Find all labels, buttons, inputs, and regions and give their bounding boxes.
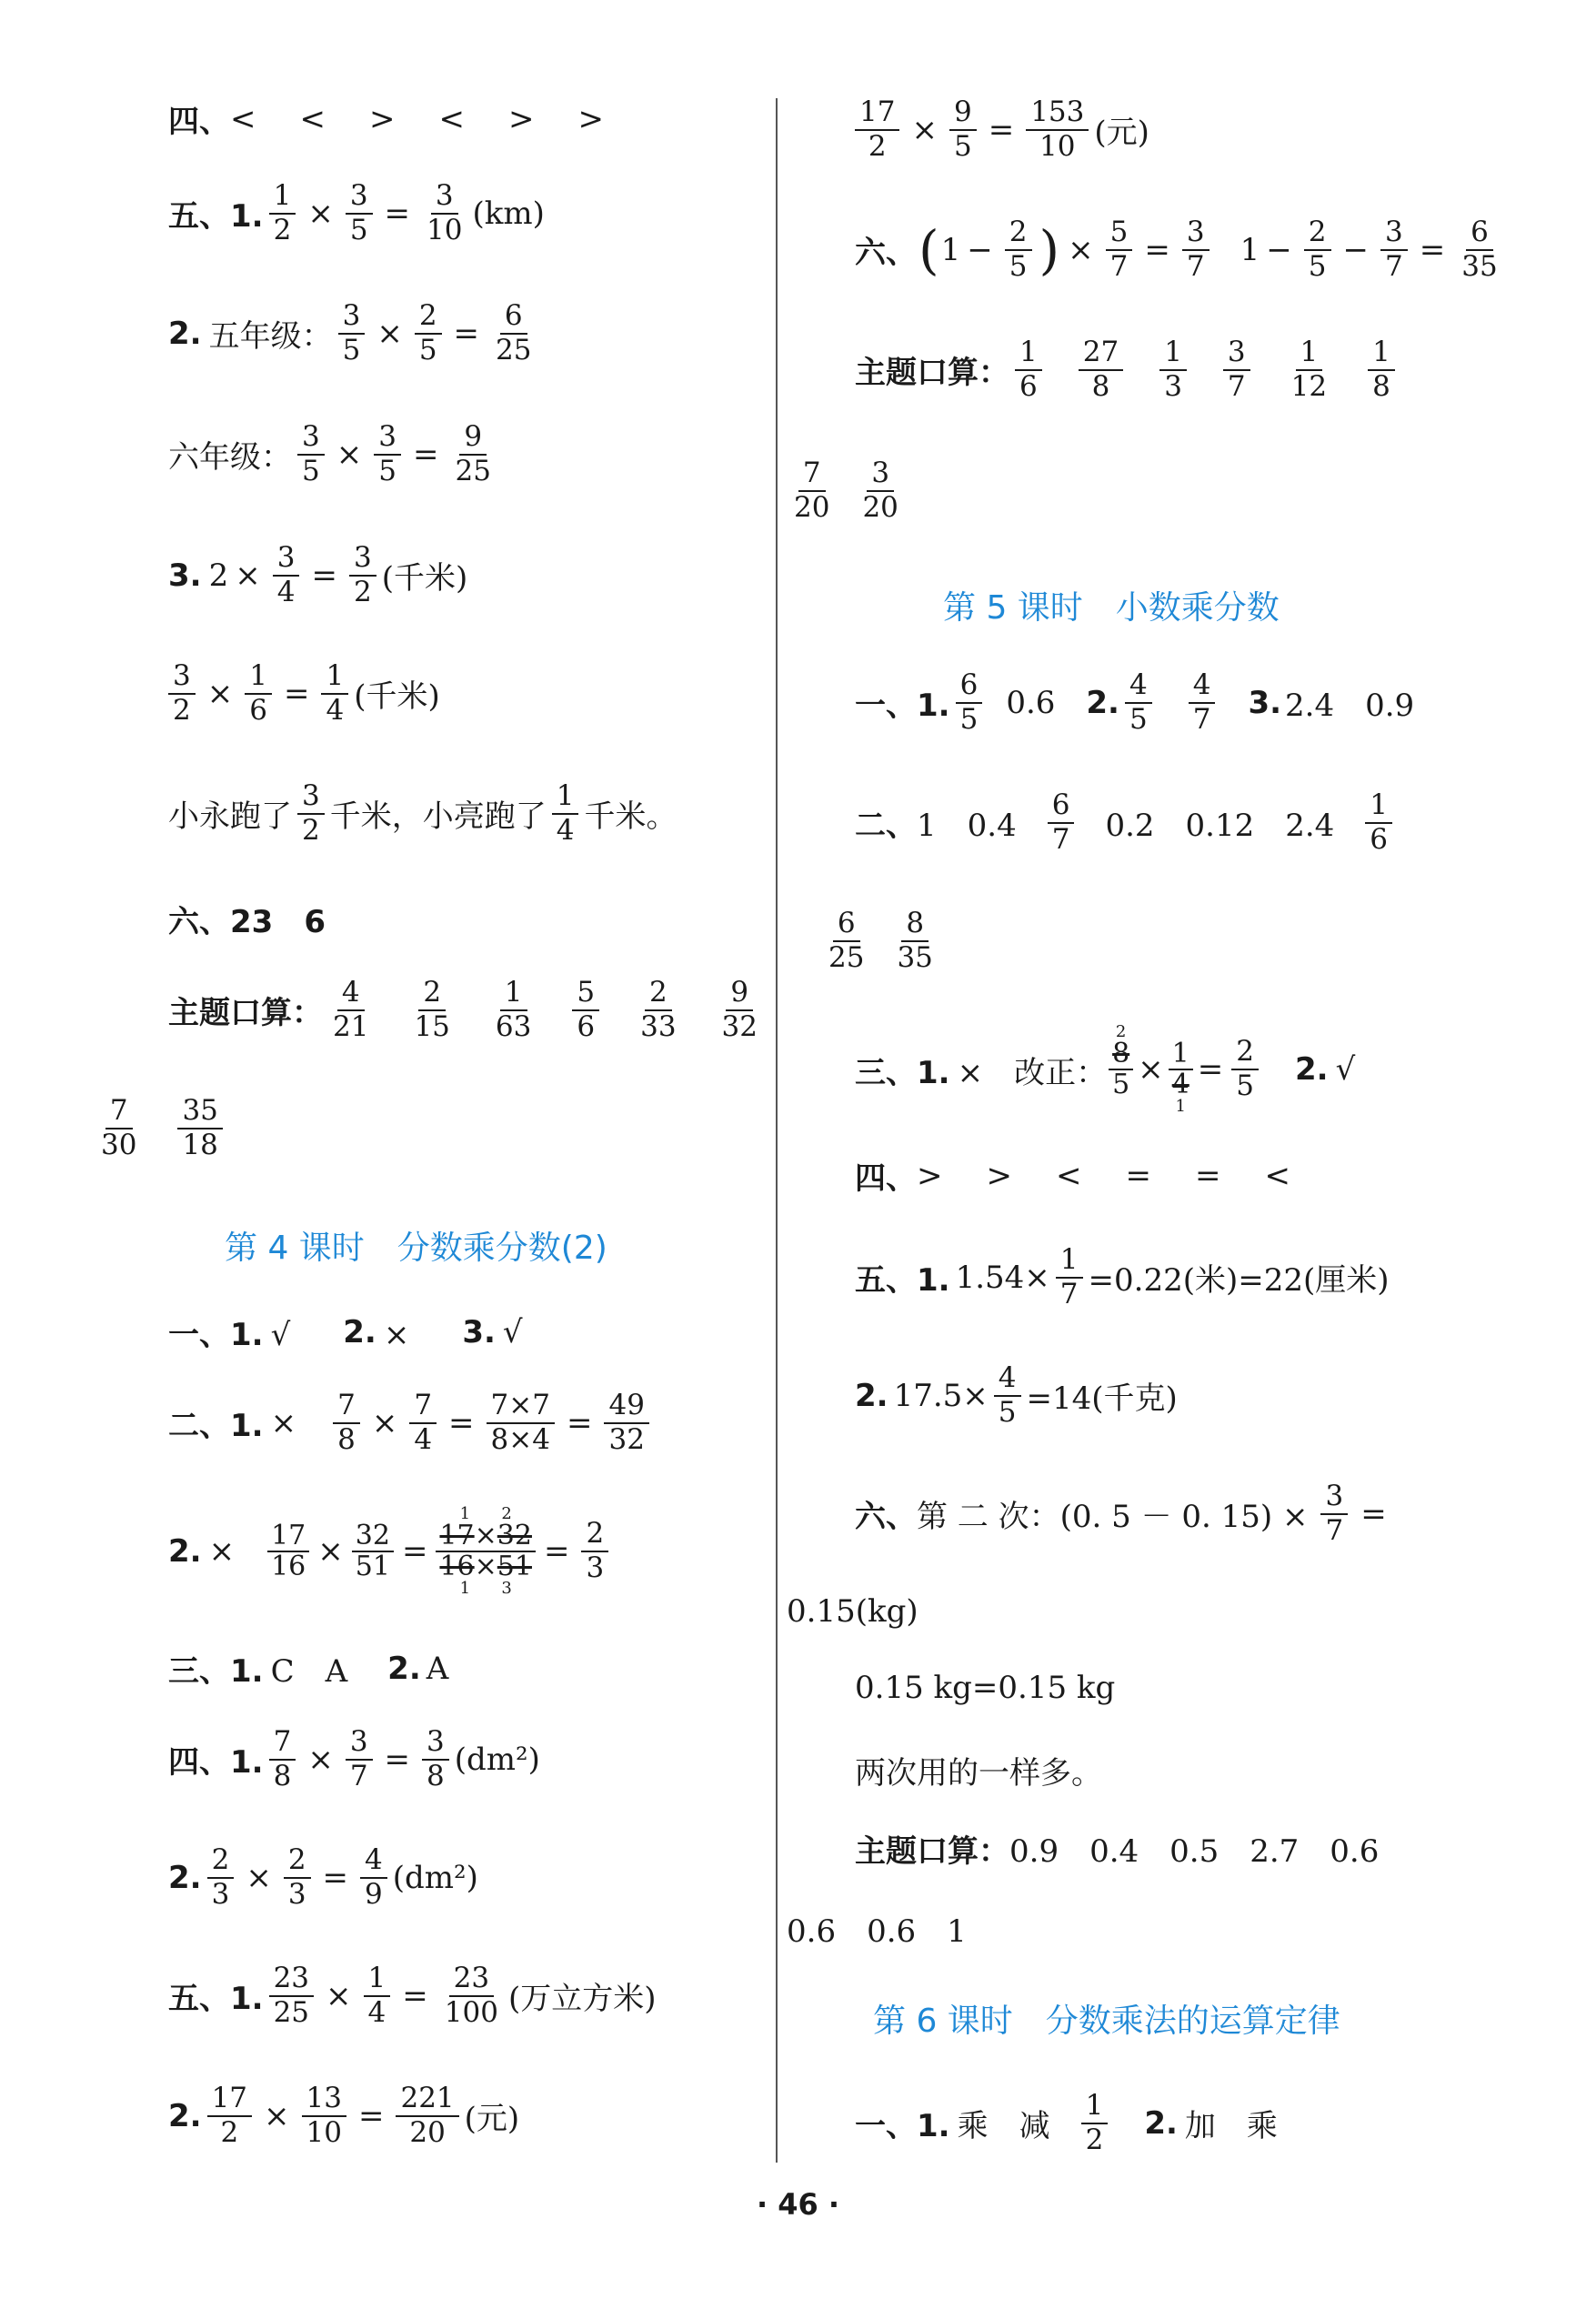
left-s6: 六、23 6 xyxy=(168,904,326,940)
right-l5-5: 五、1. 1.54× $\frac{1}{7}$ =0.22(米)=22(厘米) xyxy=(855,1243,1390,1310)
left-l4-2: 二、1. × $\frac{7}{8}$ × $\frac{7}{4}$ = $\frac{7\times 7}{8\times 4}$ = $\frac{49}{32}$ xyxy=(168,1391,655,1454)
right-l6-1: 一、1. 乘 减 $\frac{1}{2}$ 2. 加 乘 xyxy=(855,2089,1278,2156)
column-divider xyxy=(776,98,778,2163)
right-kousuan-cont: $\frac{7}{20}$ $\frac{3}{20}$ xyxy=(794,457,898,524)
right-l5-3: 三、1. × 改正： 2 8 5 × 1 4 1 = $\frac{2}{5}$ 2. √ xyxy=(855,1022,1356,1116)
left-s4: 四、 < < > < > > xyxy=(168,100,604,140)
right-l5-1: 一、1. $\frac{6}{5}$ 0.6 2. $\frac{4}{5}$ $\frac{4}{7}$ 3. 2.4 0.9 xyxy=(855,668,1415,736)
left-l4-2b: 2. × 17 16 × 32 51 = 1 2 17×32 16×51 1 3 = $\frac{2}{3}$ xyxy=(168,1506,614,1597)
right-s6: 六、 ( 1 − $\frac{2}{5}$ ) × $\frac{5}{7}$ = $\frac{3}{7}$ 1 − $\frac{2}{5}$ − $\frac{3}{7}$ = $\frac{6}{35}$ xyxy=(855,216,1498,283)
lesson-5-title: 第 5 课时 小数乘分数 xyxy=(943,589,1280,627)
left-kousuan: 主题口算： $\frac{4}{21}$ $\frac{2}{15}$ $\frac{1}{63}$ $\frac{5}{6}$ $\frac{2}{33}$ $\frac{9}{32}$ xyxy=(168,976,758,1043)
left-l4-5: 五、1. $\frac{23}{25}$ × $\frac{1}{4}$ = $\frac{23}{100}$ (万立方米) xyxy=(168,1962,657,2029)
left-l4-3: 三、1. C A 2. A xyxy=(168,1650,449,1690)
right-top-calc: $\frac{17}{2}$ × $\frac{9}{5}$ = $\frac{153}{10}$ (元) xyxy=(855,98,1149,161)
right-l5-6c: 0.15(kg) xyxy=(787,1593,918,1630)
lesson-4-title: 第 4 课时 分数乘分数(2) xyxy=(225,1230,607,1267)
left-s5-2b: 六年级： $\frac{3}{5}$ × $\frac{3}{5}$ = $\frac{9}{25}$ xyxy=(168,420,491,487)
right-l5-6d: 0.15 kg=0.15 kg xyxy=(855,1670,1116,1706)
left-s5-3b: $\frac{3}{2}$ × $\frac{1}{6}$ = $\frac{1}{4}$ (千米) xyxy=(168,662,440,725)
left-s5-3: 3. 2 × $\frac{3}{4}$ = $\frac{3}{2}$ (千米) xyxy=(168,541,468,608)
lesson-6-title: 第 6 课时 分数乘法的运算定律 xyxy=(873,2003,1340,2040)
left-l4-5b: 2. $\frac{17}{2}$ × $\frac{13}{10}$ = $\frac{221}{20}$ (元) xyxy=(168,2082,520,2149)
right-l5-5b: 2. 17.5× $\frac{4}{5}$ =14(千克) xyxy=(855,1361,1178,1429)
right-l5-2-cont: $\frac{6}{25}$ $\frac{8}{35}$ xyxy=(828,907,933,974)
left-kousuan-cont: $\frac{7}{30}$ $\frac{35}{18}$ xyxy=(91,1097,228,1160)
left-l4-1: 一、1. √ 2. × 3. √ xyxy=(168,1313,523,1353)
right-l5-kousuan: 主题口算： 0.9 0.4 0.5 2.7 0.6 xyxy=(855,1833,1380,1870)
left-s5-1: 五、1. $\frac{1}{2}$ × $\frac{3}{5}$ = $\frac{3}{10}$ (km) xyxy=(168,179,545,246)
left-s5-3c: 小永跑了 $\frac{3}{2}$ 千米，小亮跑了 $\frac{1}{4}$ 千米。 xyxy=(168,779,678,847)
page-number: · 46 · xyxy=(756,2187,840,2222)
left-l4-4: 四、1. $\frac{7}{8}$ × $\frac{3}{7}$ = $\frac{3}{8}$ (dm²) xyxy=(168,1725,540,1792)
left-s5-2: 2. 五年级： $\frac{3}{5}$ × $\frac{2}{5}$ = $\frac{6}{25}$ xyxy=(168,299,532,366)
right-l5-6: 六、 第 二 次：(0. 5 － 0. 15) × $\frac{3}{7}$ = xyxy=(855,1480,1387,1547)
right-l5-4: 四、 > > < = = < xyxy=(855,1157,1290,1197)
right-l5-2: 二、 1 0.4 $\frac{6}{7}$ 0.2 0.12 2.4 $\frac{1}{6}$ xyxy=(855,791,1398,854)
left-l4-4b: 2. $\frac{2}{3}$ × $\frac{2}{3}$ = $\frac{4}{9}$ (dm²) xyxy=(168,1843,478,1911)
right-l5-6e: 两次用的一样多。 xyxy=(855,1755,1102,1792)
right-kousuan: 主题口算： $\frac{1}{6}$ $\frac{27}{8}$ $\frac{1}{3}$ $\frac{3}{7}$ $\frac{1}{12}$ $\frac{1}{8}$ xyxy=(855,338,1400,401)
fraction: $\frac{1}{2}$ xyxy=(269,182,296,245)
right-l5-kousuan-cont: 0.6 0.6 1 xyxy=(787,1913,967,1950)
